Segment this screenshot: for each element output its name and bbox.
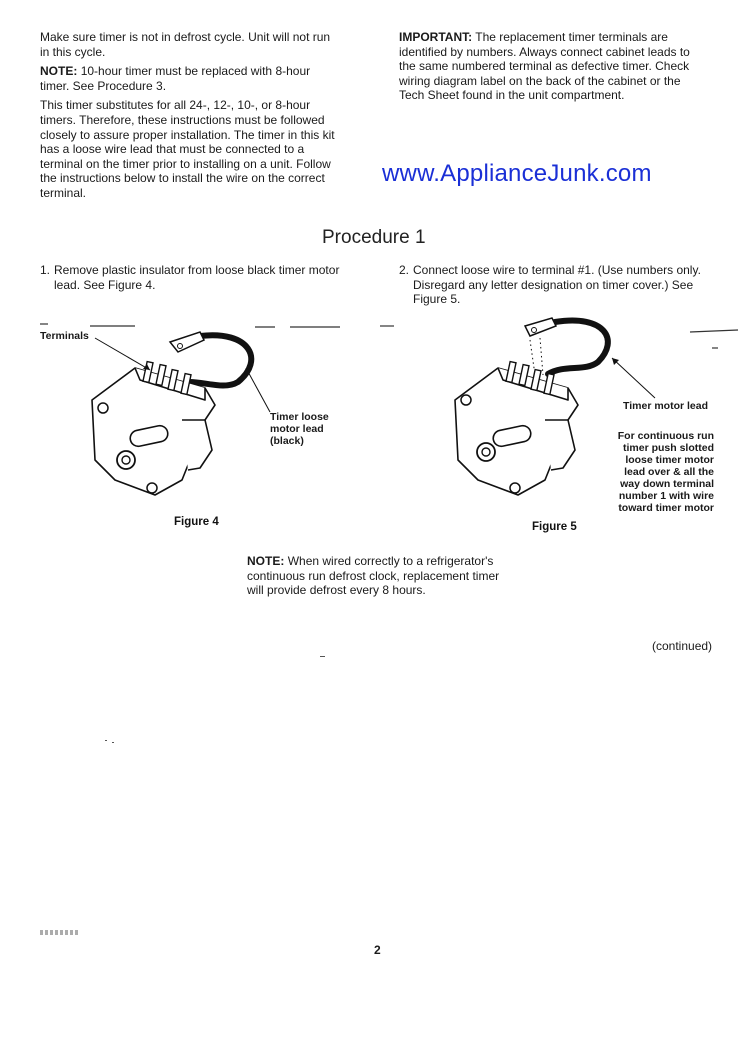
figure-4-caption: Figure 4: [174, 516, 219, 528]
substitution-paragraph: This timer substitutes for all 24-, 12-, 10-, or 8-hour timers. Therefore, these instructions must be followed closely to assure proper installation. The timer in this kit has a loose wire lead that must be connected to a terminal on the timer prior to installing on a unit. Follow the instructions below to install the wire on the correct terminal.: [40, 98, 335, 200]
scan-speck-2: [105, 740, 107, 741]
wire-terminal-connector: [170, 332, 204, 352]
timer-loose-lead-label: Timer loose motor lead (black): [270, 411, 329, 447]
important-text: The replacement timer terminals are identified by numbers. Always connect cabinet leads to the same numbered terminal as defective timer. Check wiring diagram label on the back of the cabinet or the Tech Sheet found in the unit compartment.: [399, 30, 690, 103]
connected-lead-wire: [548, 321, 608, 374]
scan-speck-3: [112, 742, 114, 743]
important-label: IMPORTANT:: [399, 30, 473, 44]
connected-terminal-connector: [525, 318, 556, 336]
step-1-text: Remove plastic insulator from loose black timer motor lead. See Figure 4.: [54, 263, 340, 292]
figure-5-caption: Figure 5: [532, 521, 577, 533]
note-text: 10-hour timer must be replaced with 8-hour timer. See Procedure 3.: [40, 64, 311, 93]
bottom-note: [247, 554, 517, 598]
step-2-number: 2.: [399, 263, 410, 277]
page-number: 2: [374, 943, 381, 957]
mount-hole-bottom-right: [510, 483, 520, 493]
figure-5-leader-line: [612, 358, 655, 398]
step-2-text: Connect loose wire to terminal #1. (Use numbers only. Disregard any letter designation on timer cover.) See Figure 5.: [413, 263, 701, 307]
scan-line-marks: [40, 324, 340, 327]
bottom-note-text: When wired correctly to a refrigerator's continuous run defrost clock, replacement timer will provide defrost every 8 hours.: [247, 554, 500, 598]
continuous-run-instruction: For continuous run timer push slotted loose timer motor lead over & all the way down terminal number 1 with wire toward timer motor: [617, 430, 714, 514]
intro-column: [40, 30, 340, 201]
website-link[interactable]: www.ApplianceJunk.com: [382, 160, 652, 187]
mount-hole-bottom: [147, 483, 157, 493]
scan-line-marks-right: [380, 326, 738, 348]
note-paragraph: [40, 64, 340, 93]
mount-hole-top-right: [461, 395, 471, 405]
continued-label: (continued): [652, 639, 713, 653]
note-label: NOTE:: [40, 64, 78, 79]
terminals-label: Terminals: [40, 330, 89, 342]
defrost-cycle-paragraph: Make sure timer is not in defrost cycle. Unit will not run in this cycle.: [40, 30, 331, 59]
part-code-smudge: [40, 930, 78, 935]
procedure-title: Procedure 1: [322, 227, 426, 248]
important-column: [399, 30, 704, 103]
step-1: [40, 263, 358, 292]
timer-motor-lead-label: Timer motor lead: [623, 400, 708, 412]
scan-speck-1: [320, 656, 325, 657]
important-paragraph: [399, 30, 704, 103]
bottom-note-label: NOTE:: [247, 554, 285, 568]
step-1-number: 1.: [40, 263, 51, 277]
mount-hole-top: [98, 403, 108, 413]
